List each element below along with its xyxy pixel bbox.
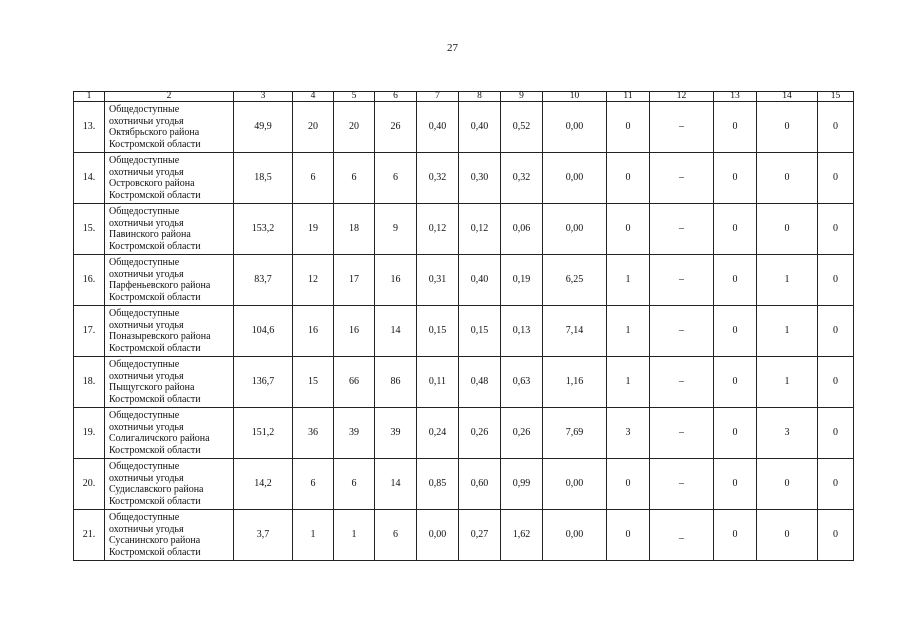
- cell-col-13: 0: [714, 102, 757, 153]
- cell-col-15: 0: [818, 204, 854, 255]
- hunting-ground-name: [105, 204, 234, 255]
- cell-col-13: 0: [714, 510, 757, 561]
- hunting-ground-name-line: Общедоступные: [109, 410, 180, 421]
- cell-col-7: 0,15: [417, 306, 459, 357]
- cell-col-14: 1: [757, 255, 818, 306]
- cell-col-9: 1,62: [501, 510, 543, 561]
- row-number: 21.: [74, 510, 105, 561]
- column-number-10: 10: [543, 92, 607, 102]
- cell-col-9: 0,99: [501, 459, 543, 510]
- hunting-ground-name-line: охотничьи угодья: [109, 523, 184, 535]
- cell-col-13: 0: [714, 459, 757, 510]
- hunting-ground-name-line: охотничьи угодья: [109, 319, 184, 331]
- column-number-8: 8: [459, 92, 501, 102]
- row-number: 16.: [74, 255, 105, 306]
- row-number: 19.: [74, 408, 105, 459]
- cell-col-13: 0: [714, 357, 757, 408]
- hunting-ground-name-line: Октябрьского района: [109, 127, 200, 138]
- table-row: [74, 459, 854, 510]
- cell-col-4: 36: [293, 408, 334, 459]
- cell-col-3: 136,7: [234, 357, 293, 408]
- row-number: 18.: [74, 357, 105, 408]
- cell-col-14: 0: [757, 102, 818, 153]
- cell-col-5: 6: [334, 459, 375, 510]
- hunting-ground-name-line: Костромской области: [109, 444, 201, 456]
- hunting-ground-name-line: Павинского района: [109, 229, 191, 240]
- row-number: 15.: [74, 204, 105, 255]
- hunting-ground-name-line: Костромской области: [109, 240, 201, 252]
- cell-col-12: –: [650, 306, 714, 357]
- row-number: 14.: [74, 153, 105, 204]
- cell-col-13: 0: [714, 204, 757, 255]
- cell-col-12: _: [650, 510, 714, 561]
- cell-col-7: 0,12: [417, 204, 459, 255]
- hunting-ground-name-line: Костромской области: [109, 138, 201, 150]
- cell-col-7: 0,32: [417, 153, 459, 204]
- cell-col-10: 1,16: [543, 357, 607, 408]
- cell-col-5: 16: [334, 306, 375, 357]
- cell-col-8: 0,60: [459, 459, 501, 510]
- hunting-ground-name-line: охотничьи угодья: [109, 421, 184, 433]
- cell-col-11: 1: [607, 357, 650, 408]
- hunting-ground-name-line: охотничьи угодья: [109, 166, 184, 178]
- cell-col-4: 16: [293, 306, 334, 357]
- cell-col-12: –: [650, 408, 714, 459]
- cell-col-9: 0,06: [501, 204, 543, 255]
- cell-col-14: 1: [757, 306, 818, 357]
- cell-col-9: 0,32: [501, 153, 543, 204]
- cell-col-6: 6: [375, 510, 417, 561]
- hunting-ground-name: [105, 459, 234, 510]
- cell-col-3: 83,7: [234, 255, 293, 306]
- hunting-ground-name-line: Общедоступные: [109, 206, 180, 217]
- cell-col-4: 15: [293, 357, 334, 408]
- cell-col-11: 0: [607, 510, 650, 561]
- cell-col-15: 0: [818, 510, 854, 561]
- cell-col-7: 0,40: [417, 102, 459, 153]
- cell-col-3: 18,5: [234, 153, 293, 204]
- cell-col-7: 0,85: [417, 459, 459, 510]
- cell-col-14: 0: [757, 153, 818, 204]
- cell-col-10: 0,00: [543, 102, 607, 153]
- hunting-ground-name-line: охотничьи угодья: [109, 472, 184, 484]
- cell-col-7: 0,11: [417, 357, 459, 408]
- cell-col-4: 19: [293, 204, 334, 255]
- hunting-ground-name-line: Костромской области: [109, 546, 201, 558]
- data-table: [73, 91, 854, 561]
- hunting-ground-name: [105, 408, 234, 459]
- column-number-13: 13: [714, 92, 757, 102]
- cell-col-15: 0: [818, 102, 854, 153]
- cell-col-14: 0: [757, 459, 818, 510]
- cell-col-5: 66: [334, 357, 375, 408]
- cell-col-11: 0: [607, 459, 650, 510]
- cell-col-12: –: [650, 153, 714, 204]
- cell-col-11: 1: [607, 255, 650, 306]
- cell-col-6: 6: [375, 153, 417, 204]
- cell-col-4: 20: [293, 102, 334, 153]
- column-number-14: 14: [757, 92, 818, 102]
- cell-col-9: 0,26: [501, 408, 543, 459]
- cell-col-15: 0: [818, 357, 854, 408]
- cell-col-5: 20: [334, 102, 375, 153]
- column-number-6: 6: [375, 92, 417, 102]
- cell-col-10: 7,14: [543, 306, 607, 357]
- cell-col-12: –: [650, 357, 714, 408]
- cell-col-9: 0,52: [501, 102, 543, 153]
- hunting-ground-name-line: Общедоступные: [109, 308, 180, 319]
- cell-col-13: 0: [714, 255, 757, 306]
- cell-col-10: 0,00: [543, 153, 607, 204]
- cell-col-5: 17: [334, 255, 375, 306]
- cell-col-8: 0,26: [459, 408, 501, 459]
- hunting-ground-name-line: Общедоступные: [109, 257, 180, 268]
- hunting-ground-name-line: Костромской области: [109, 342, 201, 354]
- cell-col-7: 0,31: [417, 255, 459, 306]
- cell-col-8: 0,30: [459, 153, 501, 204]
- cell-col-4: 1: [293, 510, 334, 561]
- cell-col-6: 16: [375, 255, 417, 306]
- hunting-ground-name-line: Общедоступные: [109, 155, 180, 166]
- hunting-ground-name-line: Костромской области: [109, 495, 201, 507]
- row-number: 17.: [74, 306, 105, 357]
- cell-col-6: 26: [375, 102, 417, 153]
- table-row: [74, 153, 854, 204]
- hunting-ground-name: [105, 255, 234, 306]
- cell-col-10: 7,69: [543, 408, 607, 459]
- cell-col-13: 0: [714, 153, 757, 204]
- hunting-ground-name-line: охотничьи угодья: [109, 268, 184, 280]
- cell-col-13: 0: [714, 306, 757, 357]
- cell-col-11: 0: [607, 153, 650, 204]
- column-number-4: 4: [293, 92, 334, 102]
- cell-col-5: 18: [334, 204, 375, 255]
- column-number-5: 5: [334, 92, 375, 102]
- cell-col-15: 0: [818, 459, 854, 510]
- cell-col-6: 9: [375, 204, 417, 255]
- hunting-ground-name-line: Судиславского района: [109, 484, 204, 495]
- cell-col-6: 86: [375, 357, 417, 408]
- hunting-ground-name-line: Островского района: [109, 178, 195, 189]
- cell-col-8: 0,40: [459, 255, 501, 306]
- cell-col-3: 104,6: [234, 306, 293, 357]
- table-row: [74, 510, 854, 561]
- cell-col-4: 12: [293, 255, 334, 306]
- hunting-ground-name-line: Солигаличского района: [109, 433, 210, 444]
- column-number-9: 9: [501, 92, 543, 102]
- cell-col-7: 0,00: [417, 510, 459, 561]
- cell-col-5: 39: [334, 408, 375, 459]
- hunting-ground-name: [105, 510, 234, 561]
- cell-col-11: 1: [607, 306, 650, 357]
- hunting-ground-name-line: Поназыревского района: [109, 331, 211, 342]
- cell-col-14: 3: [757, 408, 818, 459]
- cell-col-12: –: [650, 204, 714, 255]
- cell-col-4: 6: [293, 459, 334, 510]
- cell-col-12: –: [650, 459, 714, 510]
- cell-col-14: 1: [757, 357, 818, 408]
- cell-col-4: 6: [293, 153, 334, 204]
- column-number-15: 15: [818, 92, 854, 102]
- row-number: 13.: [74, 102, 105, 153]
- column-number-7: 7: [417, 92, 459, 102]
- cell-col-13: 0: [714, 408, 757, 459]
- hunting-ground-name-line: Общедоступные: [109, 359, 180, 370]
- table-row: [74, 306, 854, 357]
- cell-col-3: 3,7: [234, 510, 293, 561]
- cell-col-9: 0,63: [501, 357, 543, 408]
- cell-col-8: 0,48: [459, 357, 501, 408]
- hunting-ground-name-line: Костромской области: [109, 393, 201, 405]
- cell-col-8: 0,27: [459, 510, 501, 561]
- table-row: [74, 102, 854, 153]
- hunting-ground-name-line: Общедоступные: [109, 512, 180, 523]
- cell-col-5: 1: [334, 510, 375, 561]
- hunting-ground-name: [105, 357, 234, 408]
- cell-col-3: 151,2: [234, 408, 293, 459]
- page-number: 27: [447, 42, 458, 54]
- hunting-ground-name-line: охотничьи угодья: [109, 370, 184, 382]
- cell-col-6: 39: [375, 408, 417, 459]
- column-number-3: 3: [234, 92, 293, 102]
- cell-col-15: 0: [818, 408, 854, 459]
- table-row: [74, 255, 854, 306]
- cell-col-15: 0: [818, 306, 854, 357]
- cell-col-12: –: [650, 255, 714, 306]
- cell-col-6: 14: [375, 306, 417, 357]
- row-number: 20.: [74, 459, 105, 510]
- cell-col-15: 0: [818, 153, 854, 204]
- hunting-ground-name: [105, 153, 234, 204]
- cell-col-10: 0,00: [543, 459, 607, 510]
- hunting-ground-name: [105, 306, 234, 357]
- cell-col-10: 6,25: [543, 255, 607, 306]
- table-row: [74, 204, 854, 255]
- cell-col-12: –: [650, 102, 714, 153]
- table-row: [74, 357, 854, 408]
- cell-col-11: 0: [607, 204, 650, 255]
- hunting-ground-name-line: Общедоступные: [109, 104, 180, 115]
- cell-col-3: 49,9: [234, 102, 293, 153]
- hunting-ground-name-line: Сусанинского района: [109, 535, 201, 546]
- cell-col-14: 0: [757, 204, 818, 255]
- cell-col-8: 0,15: [459, 306, 501, 357]
- hunting-ground-name-line: Пыщугского района: [109, 382, 195, 393]
- hunting-ground-name-line: Костромской области: [109, 189, 201, 201]
- cell-col-8: 0,40: [459, 102, 501, 153]
- cell-col-11: 3: [607, 408, 650, 459]
- column-number-11: 11: [607, 92, 650, 102]
- cell-col-6: 14: [375, 459, 417, 510]
- cell-col-15: 0: [818, 255, 854, 306]
- hunting-ground-name: [105, 102, 234, 153]
- column-number-2: 2: [105, 92, 234, 102]
- cell-col-5: 6: [334, 153, 375, 204]
- cell-col-7: 0,24: [417, 408, 459, 459]
- cell-col-3: 153,2: [234, 204, 293, 255]
- table-header-row: [74, 92, 854, 102]
- column-number-12: 12: [650, 92, 714, 102]
- cell-col-11: 0: [607, 102, 650, 153]
- hunting-ground-name-line: охотничьи угодья: [109, 217, 184, 229]
- cell-col-8: 0,12: [459, 204, 501, 255]
- cell-col-9: 0,13: [501, 306, 543, 357]
- hunting-ground-name-line: Костромской области: [109, 291, 201, 303]
- cell-col-10: 0,00: [543, 204, 607, 255]
- column-number-1: 1: [74, 92, 105, 102]
- cell-col-9: 0,19: [501, 255, 543, 306]
- hunting-ground-name-line: Парфеньевского района: [109, 280, 211, 291]
- cell-col-14: 0: [757, 510, 818, 561]
- hunting-ground-name-line: Общедоступные: [109, 461, 180, 472]
- hunting-ground-name-line: охотничьи угодья: [109, 115, 184, 127]
- cell-col-10: 0,00: [543, 510, 607, 561]
- cell-col-3: 14,2: [234, 459, 293, 510]
- table-row: [74, 408, 854, 459]
